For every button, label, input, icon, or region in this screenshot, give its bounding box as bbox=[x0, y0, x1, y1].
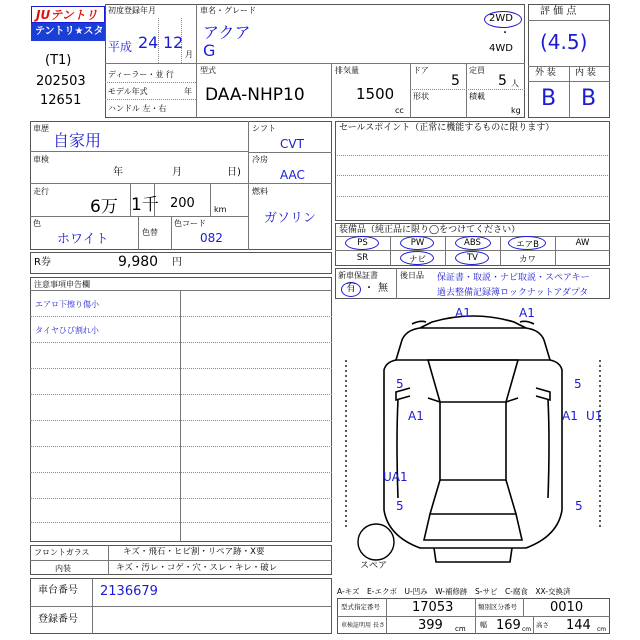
regno-label: 登録番号 bbox=[38, 614, 78, 625]
lot-code-2: 12651 bbox=[40, 93, 82, 108]
model-name: アクア bbox=[203, 23, 251, 42]
period-code: (T1) bbox=[45, 53, 72, 68]
spec-length-value: 399 bbox=[418, 618, 443, 633]
reg-era: 平成 bbox=[108, 40, 133, 54]
color-change-label: 色替 bbox=[142, 228, 158, 237]
spec-class-value: 0010 bbox=[550, 600, 584, 615]
mark-rear-left: UA1 bbox=[383, 470, 408, 484]
displacement-unit: cc bbox=[395, 106, 404, 115]
warranty-label: 新車保証書 bbox=[338, 271, 378, 280]
mileage-man: 6万 bbox=[90, 197, 118, 217]
dealer-label: ディーラー・並 行 bbox=[108, 70, 174, 79]
notes-label: 注意事項申告欄 bbox=[34, 280, 90, 289]
reg-month-unit: 月 bbox=[185, 50, 193, 59]
mark-wheel-fl: 5 bbox=[396, 377, 404, 391]
circle-tv bbox=[455, 251, 489, 265]
mileage-label: 走行 bbox=[33, 187, 49, 196]
displacement-label: 排気量 bbox=[335, 66, 359, 75]
exterior-grade: B bbox=[541, 86, 557, 111]
handle-label: ハンドル 左・右 bbox=[108, 104, 167, 113]
spec-height-value: 144 bbox=[566, 618, 591, 633]
equip-airbag: エアB bbox=[516, 240, 539, 250]
spec-length-label: 車検証明用 長さ bbox=[341, 622, 385, 629]
chassis-label: 車台番号 bbox=[38, 585, 78, 596]
mark-wheel-rl: 5 bbox=[396, 499, 404, 513]
equip-abs: ABS bbox=[464, 238, 481, 248]
drive-dot: ・ bbox=[500, 28, 510, 39]
spec-width-value: 169 bbox=[496, 618, 521, 633]
auction-logo bbox=[31, 6, 105, 55]
shaken-month: 月 bbox=[172, 167, 182, 178]
chassis-value: 2136679 bbox=[100, 584, 158, 599]
circle-ps bbox=[345, 236, 379, 250]
equip-sr: SR bbox=[356, 253, 369, 263]
circle-navi bbox=[400, 251, 434, 265]
spec-height-label: 高さ bbox=[536, 621, 549, 629]
displacement-value: 1500 bbox=[356, 85, 395, 103]
mark-front-right: A1 bbox=[519, 306, 535, 320]
type-label: 型式 bbox=[200, 66, 216, 75]
glass-value: キズ・飛石・ヒビ割・リペア跡・X要 bbox=[123, 547, 265, 557]
interior-grade: B bbox=[581, 86, 597, 111]
circle-airbag bbox=[508, 236, 546, 250]
logo-line1: JUテントリ bbox=[31, 6, 105, 23]
spec-width-unit: cm bbox=[522, 626, 532, 633]
note-item-1: エアロ下擦り傷小 bbox=[35, 300, 99, 309]
warranty-sep: ・ bbox=[364, 283, 374, 294]
r-ticket-label: R券 bbox=[34, 257, 51, 268]
interior-label: 内 装 bbox=[575, 68, 596, 78]
warranty-yes: 有 bbox=[346, 283, 356, 294]
usage-value: 自家用 bbox=[53, 131, 102, 150]
drive-4wd: 4WD bbox=[489, 43, 513, 54]
reg-month: 12 bbox=[163, 33, 184, 52]
circle-abs bbox=[455, 236, 491, 250]
r-ticket-unit: 円 bbox=[172, 257, 182, 268]
reg-year: 24 bbox=[138, 33, 159, 52]
shift-value: CVT bbox=[280, 137, 304, 151]
color-value: ホワイト bbox=[57, 232, 109, 247]
drive-2wd: 2WD bbox=[489, 13, 513, 24]
r-ticket-value: 9,980 bbox=[118, 254, 159, 270]
mark-side-left: A1 bbox=[408, 409, 424, 423]
score-label: 評 価 点 bbox=[540, 6, 577, 17]
spare-label: スペア bbox=[360, 561, 388, 571]
sales-point-box bbox=[335, 121, 610, 221]
model-year-label: モデル年式 bbox=[108, 87, 148, 96]
fuel-label: 燃料 bbox=[252, 187, 268, 196]
interior-cond-value: キズ・汚レ・コゲ・穴・スレ・キレ・破レ bbox=[116, 563, 278, 573]
mileage-sen: 1千 bbox=[131, 195, 159, 215]
equip-ps: PS bbox=[357, 238, 368, 248]
usage-label: 車歴 bbox=[33, 124, 49, 133]
note-item-2: タイヤひび割れ小 bbox=[35, 326, 99, 335]
equip-navi: ナビ bbox=[408, 255, 426, 265]
equip-leather: カワ bbox=[518, 255, 536, 265]
spec-height-unit: cm bbox=[597, 626, 607, 633]
interior-cond-label: 内装 bbox=[55, 564, 71, 573]
color-code: 082 bbox=[200, 231, 223, 245]
exterior-label: 外 装 bbox=[535, 68, 556, 78]
circle-pw bbox=[400, 236, 434, 250]
spec-type-label: 型式指定番号 bbox=[341, 603, 380, 611]
equip-pw: PW bbox=[410, 238, 425, 248]
ac-value: AAC bbox=[280, 168, 305, 182]
shaken-label: 車検 bbox=[33, 155, 49, 164]
extras-line2: 過去整備記録簿ロックナットアダプタ bbox=[437, 288, 589, 298]
load-unit: kg bbox=[511, 106, 521, 115]
spec-width-label: 幅 bbox=[480, 621, 487, 629]
mark-side-right: A1 bbox=[562, 409, 578, 423]
color-label: 色 bbox=[33, 219, 41, 228]
sales-point-label: セールスポイント（正常に機能するものに限ります） bbox=[339, 123, 555, 133]
glass-label: フロントガラス bbox=[34, 548, 90, 557]
extras-line1: 保証書・取説・ナビ取説・スペアキー bbox=[437, 273, 590, 283]
mark-side-right2: U1 bbox=[586, 409, 603, 423]
seats-unit: 人 bbox=[511, 79, 519, 88]
model-label: 車名・グレード bbox=[200, 6, 256, 15]
fuel-value: ガソリン bbox=[264, 211, 317, 226]
warranty-no: 無 bbox=[378, 283, 388, 294]
top-info-box bbox=[105, 4, 525, 118]
equipment-label: 装備品（純正品に限り◯をつけてください） bbox=[339, 225, 521, 235]
model-grade: G bbox=[203, 41, 216, 60]
equip-aw: AW bbox=[575, 238, 590, 248]
load-label: 積載 bbox=[469, 92, 485, 101]
spec-class-label: 類別区分番号 bbox=[478, 603, 517, 611]
model-year-unit: 年 bbox=[184, 87, 192, 96]
type-value: DAA-NHP10 bbox=[205, 85, 305, 105]
lot-code-1: 202503 bbox=[36, 74, 86, 89]
shift-label: シフト bbox=[252, 124, 276, 133]
mark-wheel-rr: 5 bbox=[575, 499, 583, 513]
shaken-year: 年 bbox=[113, 167, 123, 178]
car-diagram bbox=[336, 300, 610, 580]
reg-label: 初度登録年月 bbox=[108, 6, 156, 15]
shaken-day: 日) bbox=[227, 167, 241, 178]
score-value: (4.5) bbox=[540, 30, 588, 54]
spec-length-unit: cm bbox=[455, 625, 466, 633]
spec-type-value: 17053 bbox=[412, 600, 454, 615]
extras-label: 後日品 bbox=[400, 271, 424, 280]
door-value: 5 bbox=[451, 73, 460, 89]
equip-tv: TV bbox=[466, 253, 478, 263]
color-code-label: 色コード bbox=[174, 219, 206, 228]
mileage-hyaku: 200 bbox=[170, 196, 195, 211]
seats-value: 5 bbox=[498, 73, 507, 89]
shape-label: 形状 bbox=[413, 92, 429, 101]
damage-legend: A-キズ E-エクボ U-凹み W-補修跡 S-サビ C-腐食 XX-交換済 bbox=[337, 587, 571, 596]
mark-wheel-fr: 5 bbox=[574, 377, 582, 391]
door-label: ドア bbox=[413, 66, 429, 75]
mileage-unit: km bbox=[214, 205, 227, 214]
seats-label: 定員 bbox=[469, 66, 485, 75]
mark-front-left: A1 bbox=[455, 306, 471, 320]
ac-label: 冷房 bbox=[252, 155, 268, 164]
logo-line2: テントリ★スター bbox=[31, 23, 105, 41]
